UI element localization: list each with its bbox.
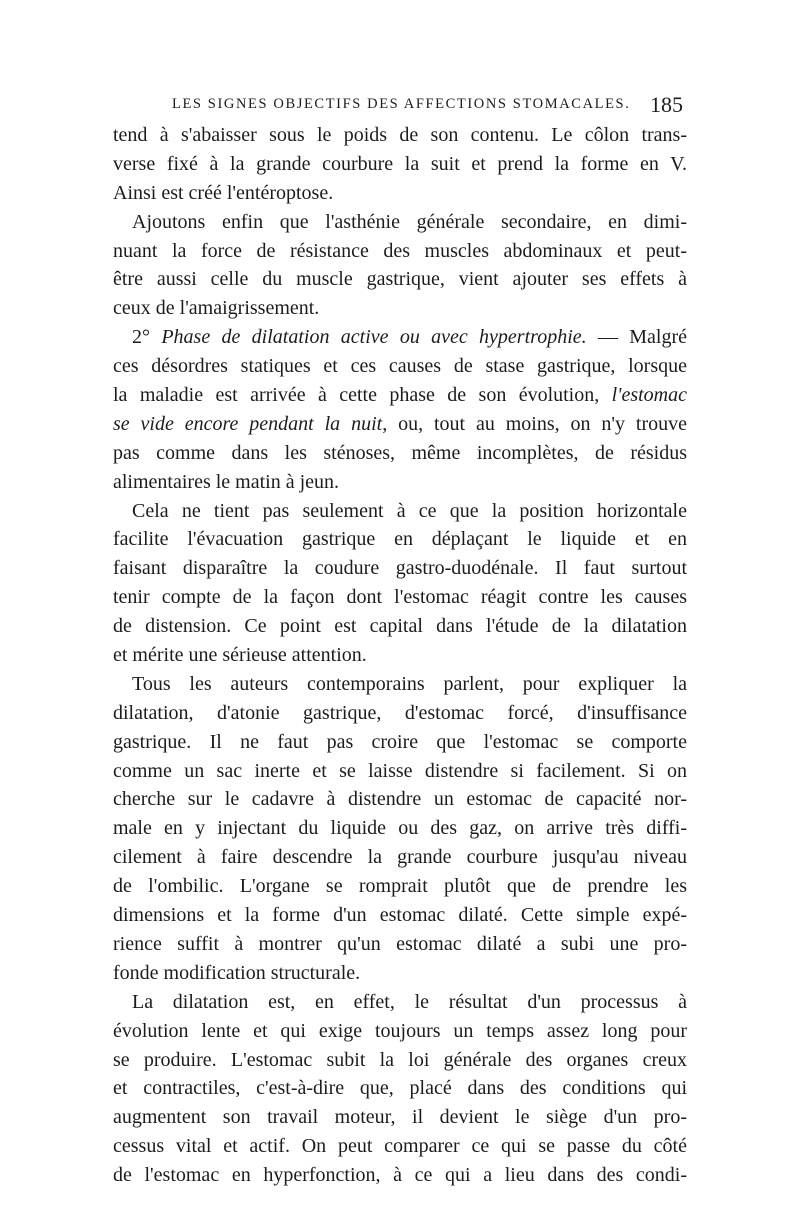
text-line: cherche sur le cadavre à distendre un estomac de capacité nor- [113,788,687,811]
italic-segment: l'estomac [611,384,687,407]
text-line: ces désordres statiques et ces causes de stase gastrique, lorsque [113,355,687,378]
text-line: Cela ne tient pas seulement à ce que la position horizontale [132,499,687,522]
text-line: alimentaires le matin à jeun. [113,470,340,493]
text-segment: , ou, tout au moins, on n'y trouve [382,412,687,435]
text-line: tend à s'abaisser sous le poids de son contenu. Le côlon trans- [113,124,687,146]
text-line: dilatation, d'atonie gastrique, d'estomac forcé, d'insuffisance [113,701,687,724]
running-header: LES SIGNES OBJECTIFS DES AFFECTIONS STOMACALES. [172,96,631,112]
text-line: male en y injectant du liquide ou des gaz, on arrive très diffi- [113,817,687,840]
text-line: Tous les auteurs contemporains parlent, pour expliquer la [132,672,687,695]
text-line: dimensions et la forme d'un estomac dilaté. Cette simple expé- [113,904,687,927]
text-line: fonde modification structurale. [113,961,361,984]
text-line [113,410,687,439]
text-line: tenir compte de la façon dont l'estomac réagit contre les causes [113,586,687,609]
text-line: verse fixé à la grande courbure la suit et prend la forme en V. [113,152,687,175]
text-line: cilement à faire descendre la grande courbure jusqu'au niveau [113,846,687,869]
text-line: faisant disparaître la coudure gastro-duodénale. Il faut surtout [113,557,687,580]
text-line: Ajoutons enfin que l'asthénie générale secondaire, en dimi- [132,210,687,233]
text-line: La dilatation est, en effet, le résultat d'un processus à [132,990,687,1013]
text-line: Ainsi est créé l'entéroptose. [113,181,334,204]
text-segment: — Malgré [586,326,688,349]
text-segment: la maladie est arrivée à cette phase de son évolution, [113,384,612,407]
text-line: comme un sac inerte et se laisse distendre si facilement. Si on [113,759,687,782]
text-line: et mérite une sérieuse attention. [113,644,367,667]
text-line: évolution lente et qui exige toujours un temps assez long pour [113,1019,687,1042]
italic-segment: Phase de dilatation active ou avec hypertrophie. [161,326,587,349]
text-line: être aussi celle du muscle gastrique, vient ajouter ses effets à [113,268,687,291]
page-number: 185 [650,92,683,117]
text-line: de distension. Ce point est capital dans l'étude de la dilatation [113,615,687,638]
text-line: gastrique. Il ne faut pas croire que l'estomac se comporte [113,730,687,753]
text-line [113,323,687,352]
text-line: pas comme dans les sténoses, même incomplètes, de résidus [113,441,687,464]
italic-segment: se vide encore pendant la nuit [113,412,383,435]
body-text [113,121,687,1190]
text-segment: 2° [132,326,162,349]
text-line: de l'estomac en hyperfonction, à ce qui a lieu dans des condi- [113,1164,687,1187]
text-line: et contractiles, c'est-à-dire que, placé dans des conditions qui [113,1077,687,1100]
text-line: de l'ombilic. L'organe se romprait plutôt que de prendre les [113,875,687,898]
text-line: nuant la force de résistance des muscles abdominaux et peut- [113,239,687,262]
text-line [113,381,687,410]
text-line: ceux de l'amaigrissement. [113,297,320,320]
text-line: cessus vital et actif. On peut comparer ce qui se passe du côté [113,1135,687,1158]
text-line: augmentent son travail moteur, il devient le siège d'un pro- [113,1106,687,1129]
text-line: rience suffit à montrer qu'un estomac dilaté a subi une pro- [113,932,687,955]
text-line: se produire. L'estomac subit la loi générale des organes creux [113,1048,687,1071]
text-line: facilite l'évacuation gastrique en déplaçant le liquide et en [113,528,687,551]
